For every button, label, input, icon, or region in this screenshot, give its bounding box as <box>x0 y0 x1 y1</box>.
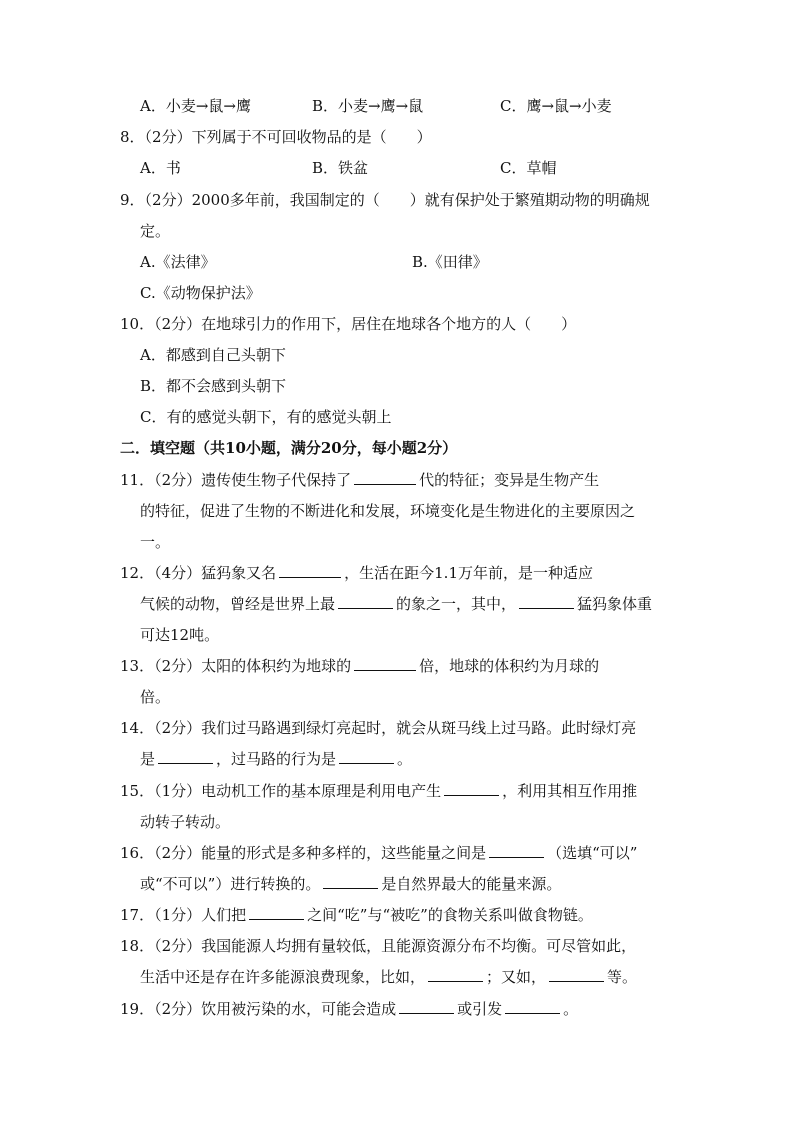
q19-text-b: 或引发 <box>457 1000 503 1018</box>
q11-line1 <box>120 470 599 490</box>
q17-text-a: 17．（1分）人们把 <box>120 906 247 924</box>
q12-text-a: 12．（4分）猛犸象又名 <box>120 564 277 582</box>
answer-blank <box>323 874 378 889</box>
q14-text-c: 。 <box>397 750 413 768</box>
q19-text-c: 。 <box>563 1000 579 1018</box>
section-heading-fill-in: 二．填空题（共10小题，满分20分，每小题2分） <box>120 439 458 457</box>
q11-line2: 的特征，促进了生物的不断进化和发展，环境变化是生物进化的主要原因之 <box>140 502 636 520</box>
q7-option-a: A．小麦→鼠→鹰 <box>140 97 251 115</box>
q10-stem: 10．（2分）在地球引力的作用下，居住在地球各个地方的人（ ） <box>120 315 577 333</box>
q18-text-a: 生活中还是存在许多能源浪费现象，比如， <box>140 968 426 986</box>
q12-text-c: 气候的动物，曾经是世界上最 <box>140 595 336 613</box>
q17-text-b: 之间“吃”与“被吃”的食物关系叫做食物链。 <box>307 906 593 924</box>
answer-blank <box>444 781 499 796</box>
q9-option-c: C.《动物保护法》 <box>140 284 261 302</box>
q13-text-b: 倍，地球的体积约为月球的 <box>419 657 600 675</box>
q11-text-b: 代的特征；变异是生物产生 <box>419 471 600 489</box>
q8-option-a: A．书 <box>140 159 181 177</box>
q18-line2 <box>140 967 637 987</box>
answer-blank <box>354 470 416 485</box>
q12-text-d: 的象之一，其中， <box>396 595 517 613</box>
q8-option-c: C．草帽 <box>500 159 557 177</box>
q12-text-e: 猛犸象体重 <box>577 595 653 613</box>
answer-blank <box>339 749 394 764</box>
q9-stem-line2: 定。 <box>140 222 171 240</box>
q12-line2 <box>140 594 652 614</box>
q14-text-b: ，过马路的行为是 <box>216 750 337 768</box>
q10-option-b: B．都不会感到头朝下 <box>140 377 287 395</box>
answer-blank <box>505 999 560 1014</box>
q16-line2 <box>140 874 561 894</box>
q7-option-b: B．小麦→鹰→鼠 <box>312 97 424 115</box>
q12-line1 <box>120 563 593 583</box>
q14-line1: 14．（2分）我们过马路遇到绿灯亮起时，就会从斑马线上过马路。此时绿灯亮 <box>120 719 637 737</box>
q15-text-b: ，利用其相互作用推 <box>502 782 638 800</box>
q18-text-b: ；又如， <box>486 968 547 986</box>
q15-line1 <box>120 781 637 801</box>
q19-line1 <box>120 999 578 1019</box>
answer-blank <box>158 749 213 764</box>
q10-option-c: C．有的感觉头朝下，有的感觉头朝上 <box>140 408 392 426</box>
answer-blank <box>249 905 304 920</box>
q13-line2: 倍。 <box>140 688 171 706</box>
answer-blank <box>489 843 544 858</box>
q16-text-a: 16．（2分）能量的形式是多种多样的，这些能量之间是 <box>120 844 487 862</box>
q14-line2 <box>140 749 412 769</box>
q11-line3: 一。 <box>140 533 171 551</box>
answer-blank <box>519 594 574 609</box>
answer-blank <box>428 967 483 982</box>
q13-text-a: 13．（2分）太阳的体积约为地球的 <box>120 657 352 675</box>
q9-stem-line1: 9．（2分）2000多年前，我国制定的（ ）就有保护处于繁殖期动物的明确规 <box>120 191 650 209</box>
q13-line1 <box>120 656 599 676</box>
q16-text-b: （选填“可以” <box>547 844 638 862</box>
q9-option-a: A.《法律》 <box>140 253 216 271</box>
q8-option-b: B．铁盆 <box>312 159 369 177</box>
answer-blank <box>338 594 393 609</box>
answer-blank <box>354 656 416 671</box>
q15-text-a: 15．（1分）电动机工作的基本原理是利用电产生 <box>120 782 442 800</box>
q17-line1 <box>120 905 593 925</box>
q19-text-a: 19．（2分）饮用被污染的水，可能会造成 <box>120 1000 397 1018</box>
q12-text-b: ，生活在距今1.1万年前，是一种适应 <box>344 564 593 582</box>
q16-text-d: 是自然界最大的能量来源。 <box>381 875 562 893</box>
q10-option-a: A．都感到自己头朝下 <box>140 346 286 364</box>
q16-text-c: 或“不可以”）进行转换的。 <box>140 875 321 893</box>
q15-line2: 动转子转动。 <box>140 813 231 831</box>
q14-text-a: 是 <box>140 750 156 768</box>
answer-blank <box>279 563 341 578</box>
q18-text-c: 等。 <box>607 968 638 986</box>
q7-option-c: C．鹰→鼠→小麦 <box>500 97 612 115</box>
q18-line1: 18．（2分）我国能源人均拥有量较低，且能源资源分布不均衡。可尽管如此， <box>120 937 637 955</box>
q11-text-a: 11．（2分）遗传使生物子代保持了 <box>120 471 352 489</box>
answer-blank <box>549 967 604 982</box>
q16-line1 <box>120 843 637 863</box>
q8-stem: 8．（2分）下列属于不可回收物品的是（ ） <box>120 128 432 146</box>
answer-blank <box>399 999 454 1014</box>
q12-line3: 可达12吨。 <box>140 626 220 644</box>
q9-option-b: B.《田律》 <box>412 253 488 271</box>
